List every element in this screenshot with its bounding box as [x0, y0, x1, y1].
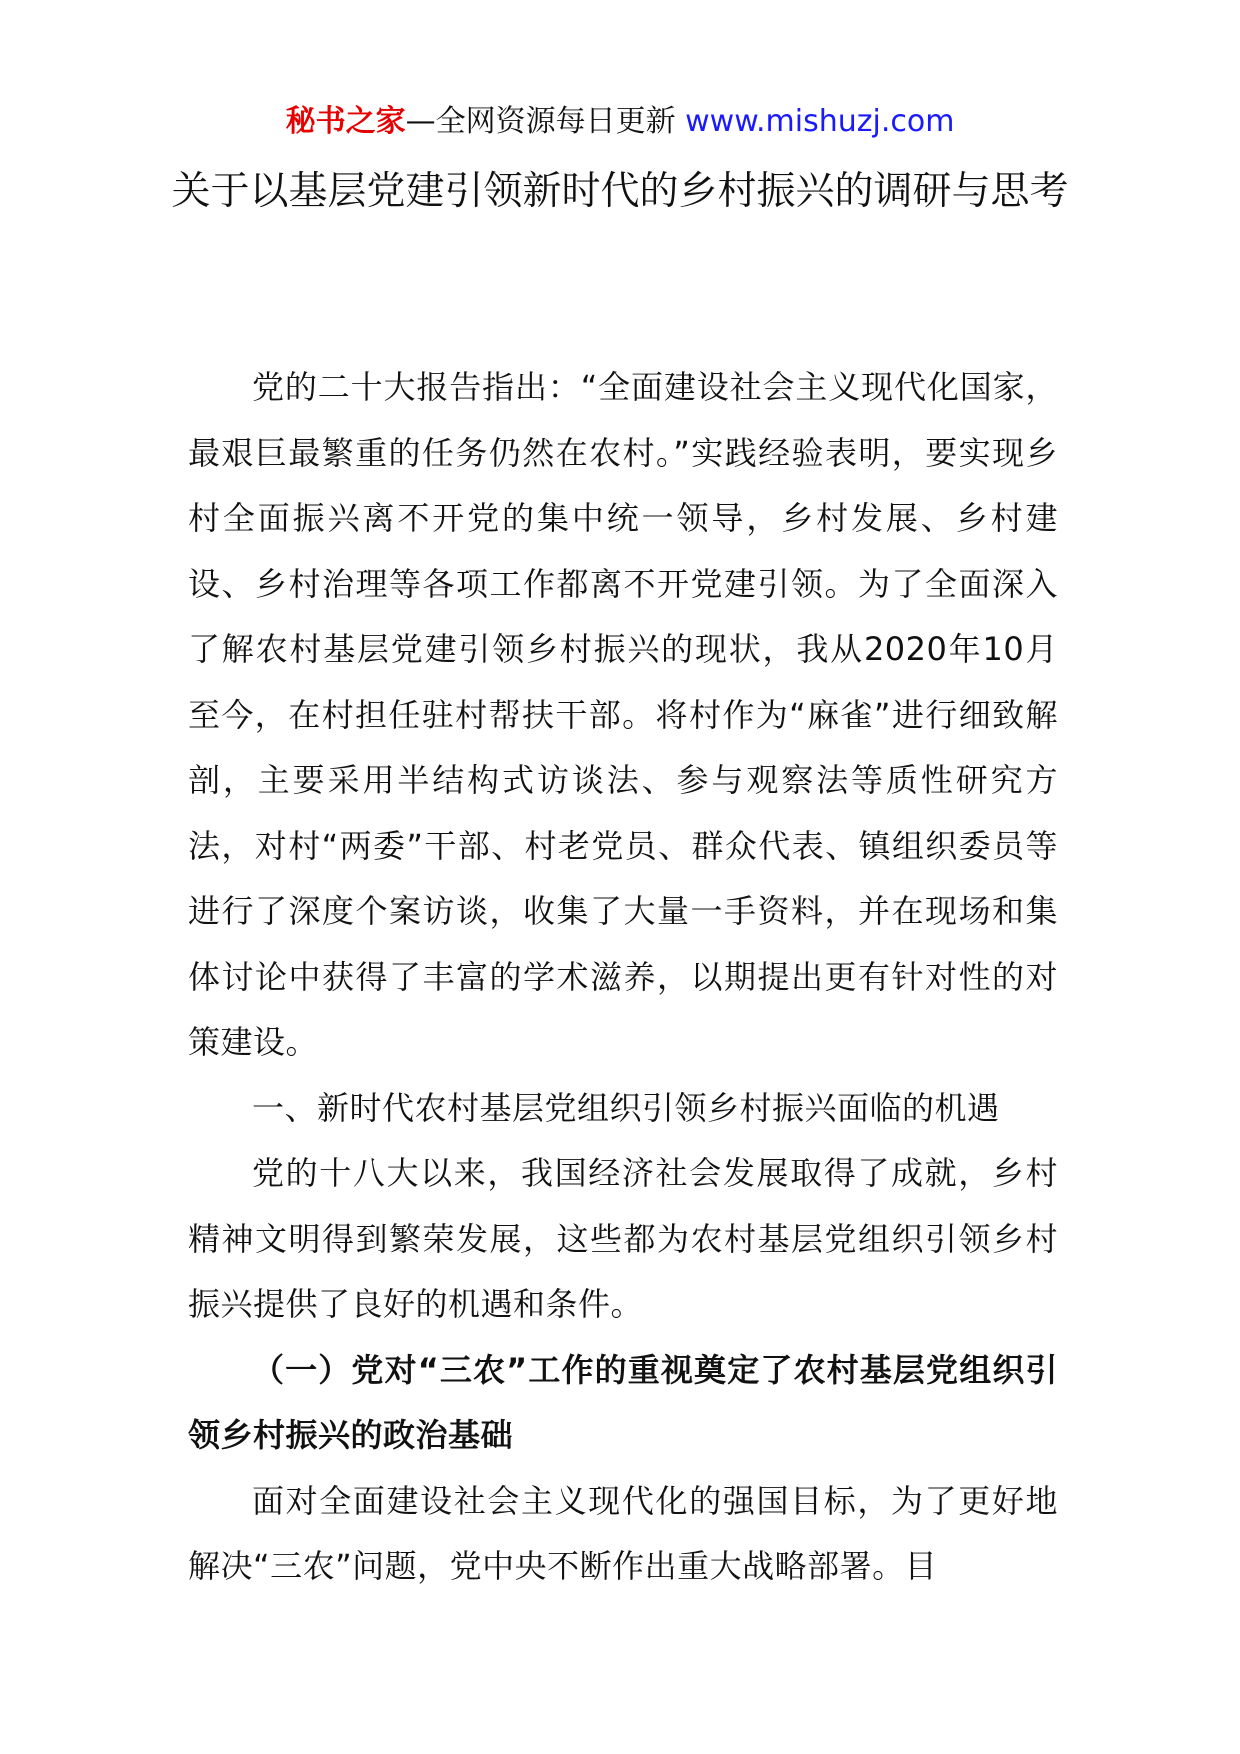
paragraph-section-1: 党的十八大以来，我国经济社会发展取得了成就，乡村精神文明得到繁荣发展，这些都为农村基层党组织引领乡村振兴提供了良好的机遇和条件。 [188, 1154, 1058, 1323]
site-url-link[interactable]: www.mishuzj.com [685, 104, 955, 139]
paragraph-intro: 党的二十大报告指出：“全面建设社会主义现代化国家，最艰巨最繁重的任务仍然在农村。”实践经验表明，要实现乡村全面振兴离不开党的集中统一领导，乡村发展、乡村建设、乡村治理等各项工作都离不开党建引领。为了全面深入了解农村基层党建引领乡村振兴的现状，我从2020年10月至今，在村担任驻村帮扶干部。将村作为“麻雀”进行细致解剖，主要采用半结构式访谈法、参与观察法等质性研究方法，对村“两委”干部、村老党员、群众代表、镇组织委员等进行了深度个案访谈，收集了大量一手资料，并在现场和集体讨论中获得了丰富的学术滋养，以期提出更有针对性的对策建设。 [188, 368, 1058, 1061]
header-slogan: —全网资源每日更新 [405, 104, 676, 139]
site-header [0, 100, 1240, 144]
document-body [188, 355, 1058, 1600]
document-title: 关于以基层党建引领新时代的乡村振兴的调研与思考 [171, 169, 1069, 214]
subsection-heading-1: （一）党对“三农”工作的重视奠定了农村基层党组织引领乡村振兴的政治基础 [188, 1350, 1058, 1454]
section-heading-1: 一、新时代农村基层党组织引领乡村振兴面临的机遇 [252, 1088, 1000, 1127]
brand-name: 秘书之家 [285, 104, 406, 139]
paragraph-subsection-1: 面对全面建设社会主义现代化的强国目标，为了更好地解决“三农”问题，党中央不断作出重大战略部署。目 [188, 1481, 1058, 1585]
